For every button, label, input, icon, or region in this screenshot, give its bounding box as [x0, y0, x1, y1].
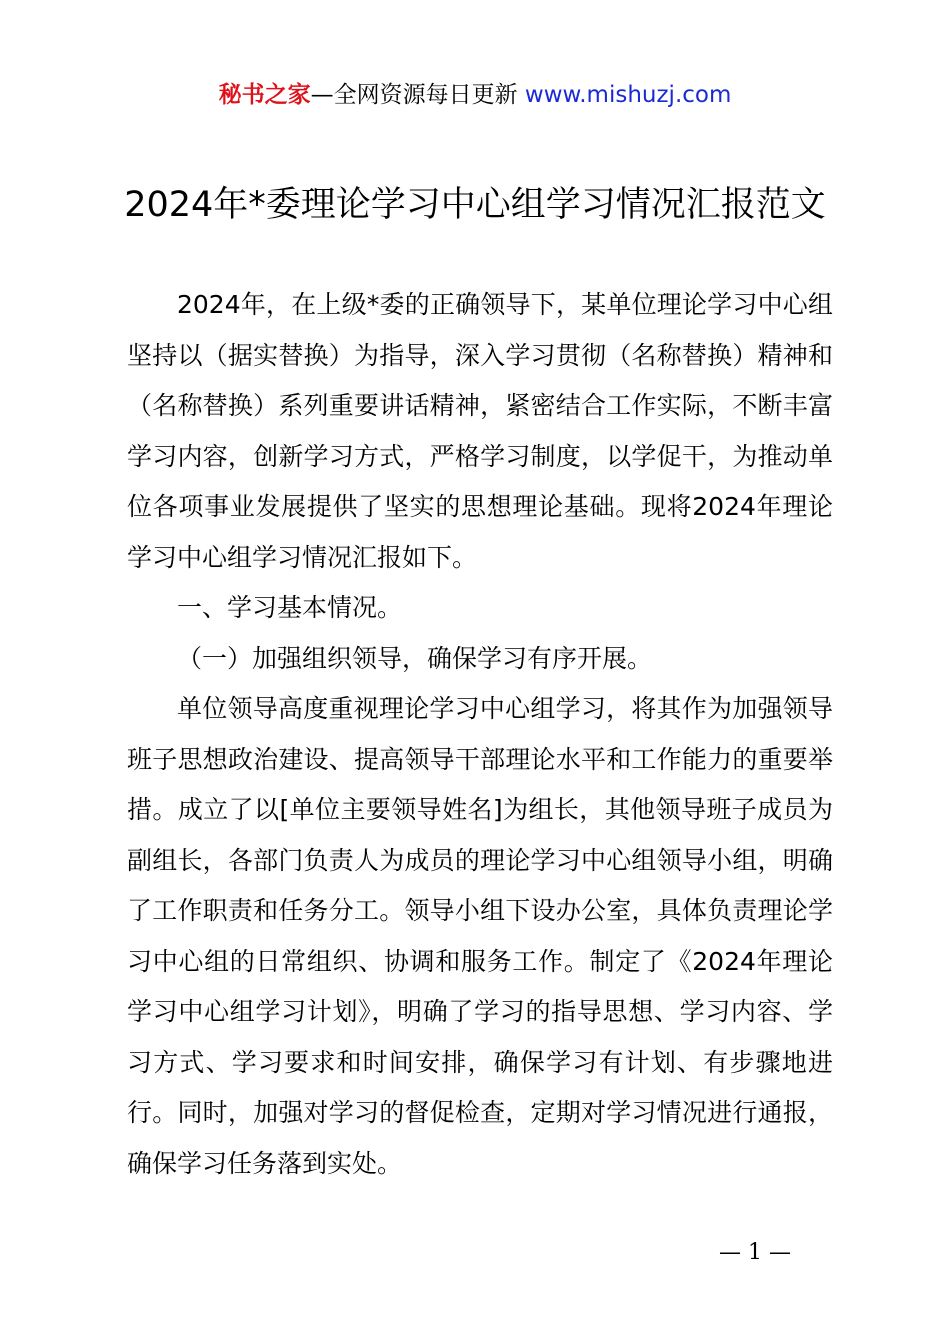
page-number: — 1 — — [719, 1240, 791, 1265]
site-url-link[interactable]: www.mishuzj.com — [524, 82, 732, 108]
subsection-heading: （一）加强组织领导，确保学习有序开展。 — [177, 643, 653, 673]
site-brand: 秘书之家 — [218, 82, 311, 108]
paragraph-intro: 2024年，在上级*委的正确领导下，某单位理论学习中心组坚持以（据实替换）为指导，深入学习贯彻（名称替换）精神和（名称替换）系列重要讲话精神，紧密结合工作实际，不断丰富学习内容，创新学习方式，严格学习制度，以学促干，为推动单位各项事业发展提供了坚实的思想理论基础。现将2024年理论学习中心组学习情况汇报如下。 — [127, 290, 833, 572]
site-tagline: —全网资源每日更新 — [310, 82, 525, 108]
section-heading: 一、学习基本情况。 — [177, 593, 403, 622]
document-title: 2024年*委理论学习中心组学习情况汇报范文 — [124, 185, 826, 225]
document-body — [127, 280, 833, 1189]
paragraph-organization: 单位领导高度重视理论学习中心组学习，将其作为加强领导班子思想政治建设、提高领导干部理论水平和工作能力的重要举措。成立了以[单位主要领导姓名]为组长，其他领导班子成员为副组长，各部门负责人为成员的理论学习中心组领导小组，明确了工作职责和任务分工。领导小组下设办公室，具体负责理论学习中心组的日常组织、协调和服务工作。制定了《2024年理论学习中心组学习计划》，明确了学习的指导思想、学习内容、学习方式、学习要求和时间安排，确保学习有计划、有步骤地进行。同时，加强对学习的督促检查，定期对学习情况进行通报，确保学习任务落到实处。 — [127, 694, 833, 1178]
site-header — [0, 78, 950, 112]
